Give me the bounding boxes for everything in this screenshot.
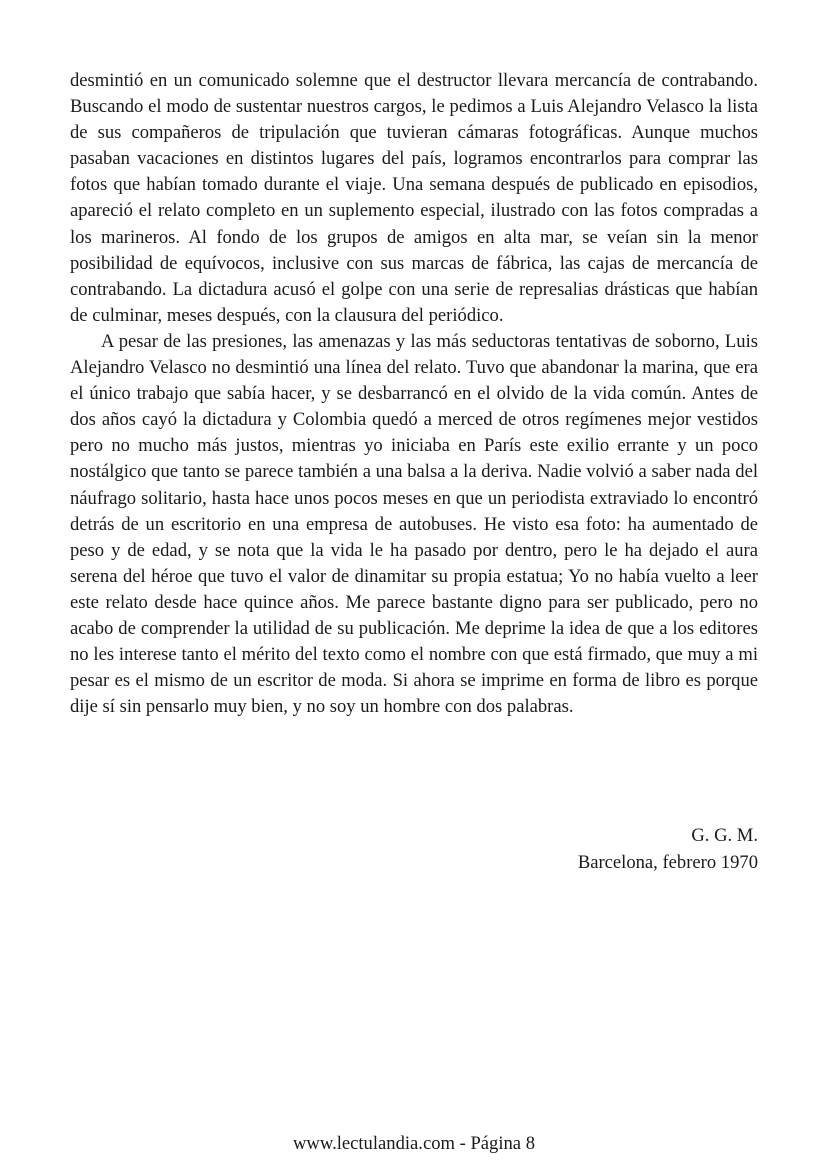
paragraph-2: A pesar de las presiones, las amenazas y las más seductoras tentativas de soborno, Luis Alejandro Velasco no desmintió una línea del relato. Tuvo que abandonar la marina, que era el único trabajo que sabía hacer, y se desbarrancó en el olvido de la vida común. Antes de dos años cayó la dictadura y Colombia quedó a merced de otros regímenes mejor vestidos pero no mucho más justos, mientras yo iniciaba en París este exilio errante y un poco nostálgico que tanto se parece también a una balsa a la deriva. Nadie volvió a saber nada del náufrago solitario, hasta hace unos pocos meses en que un periodista extraviado lo encontró detrás de un escritorio en una empresa de autobuses. He visto esa foto: ha aumentado de peso y de edad, y se nota que la vida le ha pasado por dentro, pero le ha dejado el aura serena del héroe que tuvo el valor de dinamitar su propia estatua; Yo no había vuelto a leer este relato desde hace quince años. Me parece bastante digno para ser publicado, pero no acabo de comprender la utilidad de su publicación. Me deprime la idea de que a los editores no les interese tanto el mérito del texto como el nombre con que está firmado, que muy a mi pesar es el mismo de un escritor de moda. Si ahora se imprime en forma de libro es porque dije sí sin pensarlo muy bien, y no soy un hombre con dos palabras. — [70, 330, 758, 718]
paragraph-1: desmintió en un comunicado solemne que el destructor llevara mercancía de contrabando. Buscando el modo de sustentar nuestros cargos, le pedimos a Luis Alejandro Velasco la lista de sus compañeros de tripulación que tuvieran cámaras fotográficas. Aunque muchos pasaban vacaciones en distintos lugares del país, logramos encontrarlos para comprar las fotos que habían tomado durante el viaje. Una semana después de publicado en episodios, apareció el relato completo en un suplemento especial, ilustrado con las fotos compradas a los marineros. Al fondo de los grupos de amigos en alta mar, se veían sin la menor posibilidad de equívocos, inclusive con sus marcas de fábrica, las cajas de mercancía de contrabando. La dictadura acusó el golpe con una serie de represalias drásticas que habían de culminar, meses después, con la clausura del periódico. — [70, 70, 758, 326]
page-footer: www.lectulandia.com - Página 8 — [293, 1133, 535, 1154]
signature-block — [578, 823, 758, 876]
author-initials: G. G. M. — [691, 825, 758, 846]
page-body — [70, 68, 758, 720]
place-date: Barcelona, febrero 1970 — [577, 851, 758, 873]
